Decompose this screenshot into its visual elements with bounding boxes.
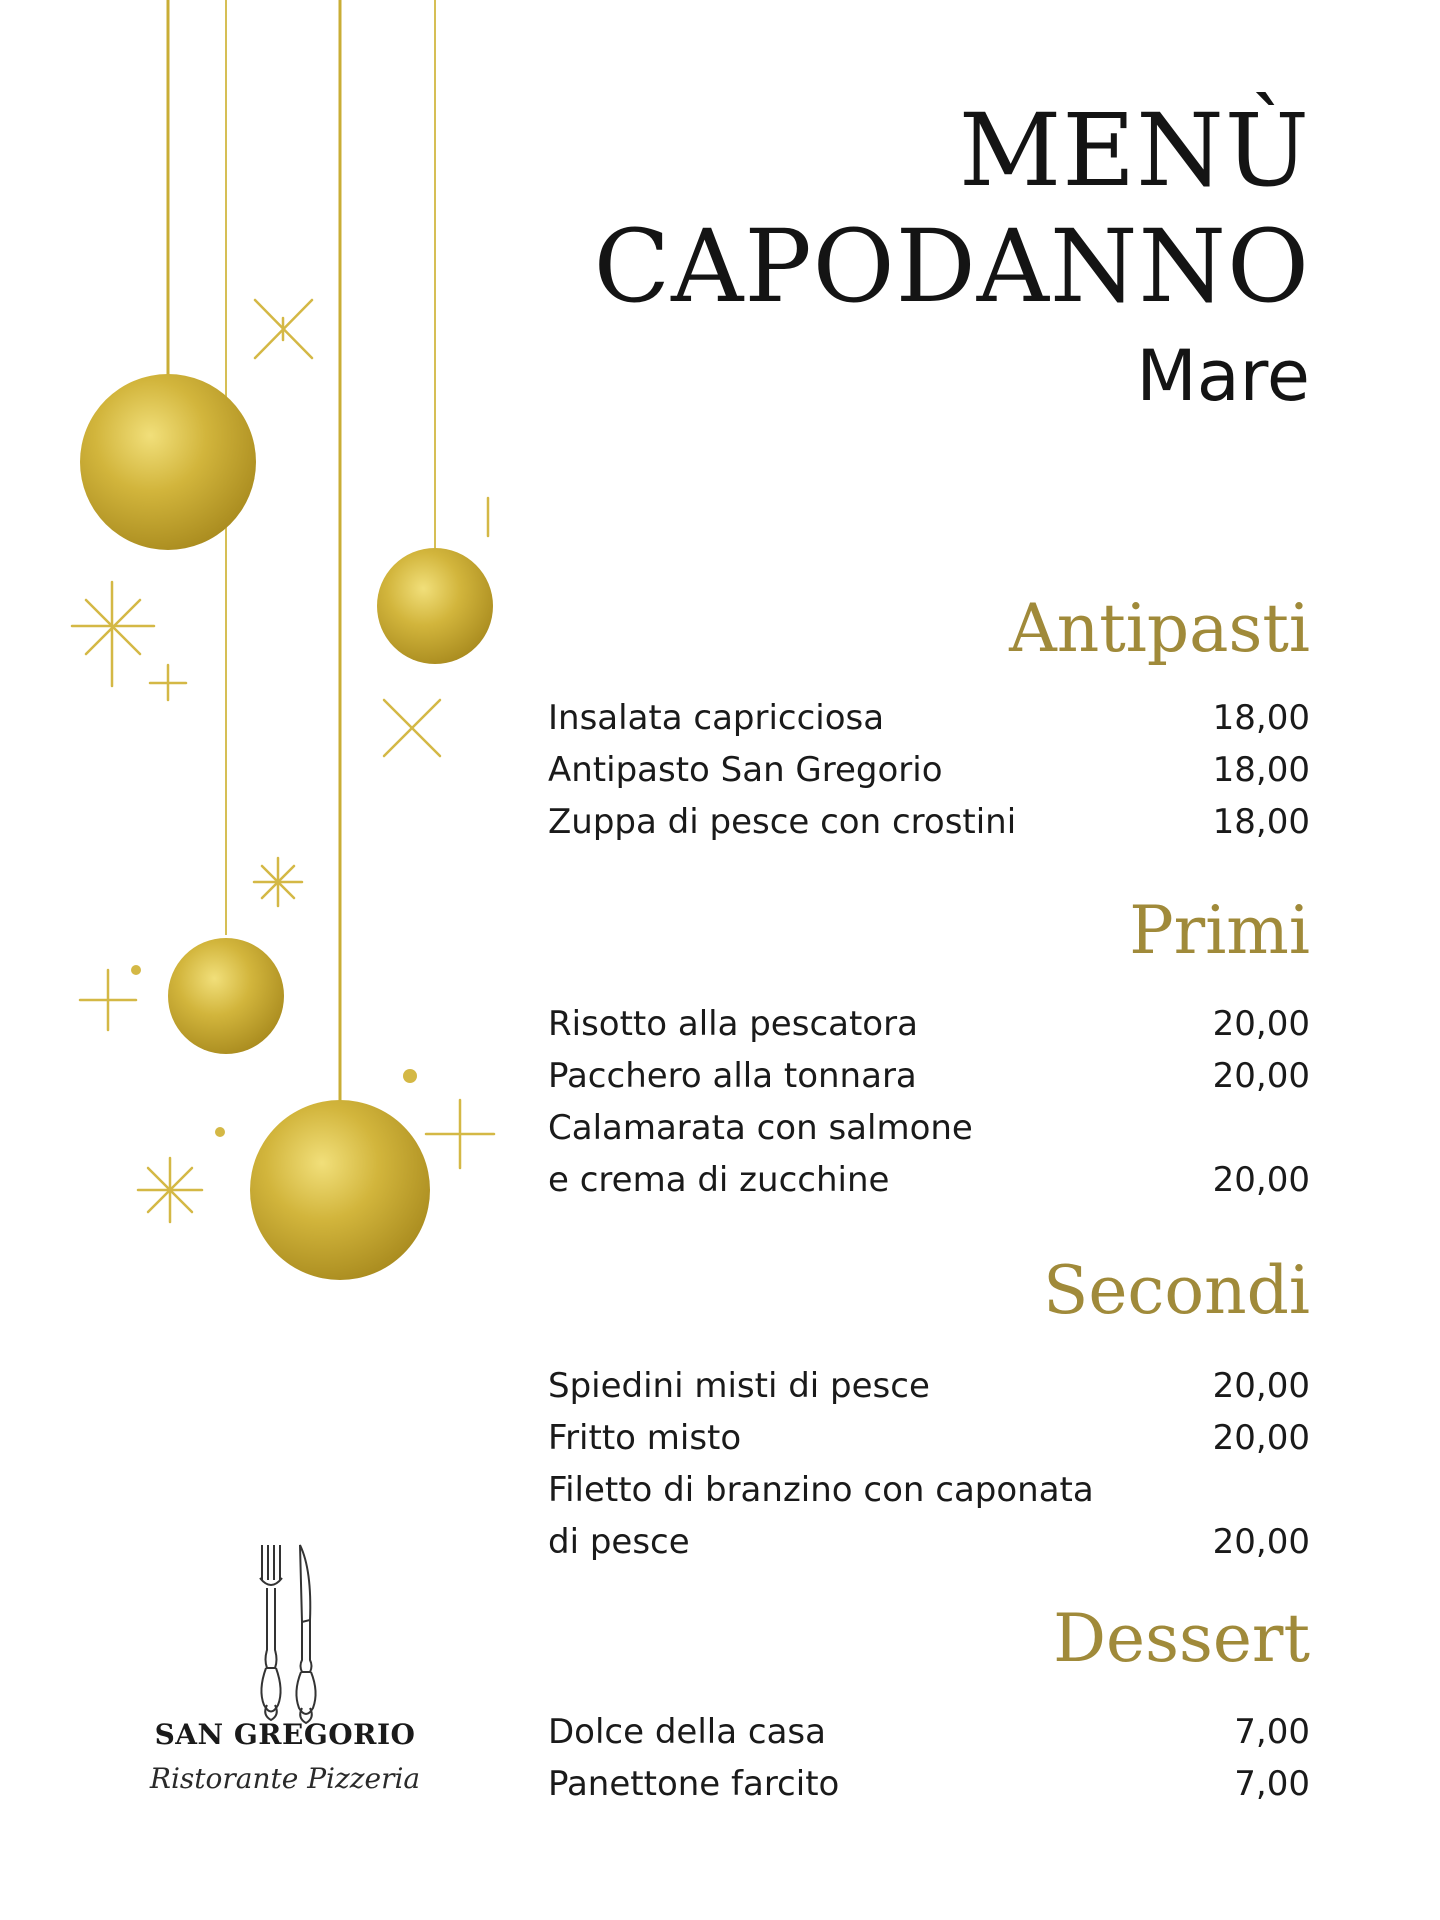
menu-item [548, 1050, 1310, 1102]
item-name-line-2: e crema di zucchine [548, 1160, 890, 1200]
ornament-ball-4 [250, 1100, 430, 1280]
ornament-ball-1 [80, 374, 256, 550]
menu-title-line-1: MENÙ [958, 92, 1310, 209]
item-price: 18,00 [1212, 802, 1310, 842]
sparkle-icon [426, 1100, 494, 1168]
item-name: Panettone farcito [548, 1764, 840, 1804]
item-name: Antipasto San Gregorio [548, 750, 943, 790]
menu-item [548, 1360, 1310, 1412]
item-name: Spiedini misti di pesce [548, 1366, 930, 1406]
menu-item [548, 744, 1310, 796]
menu-subtitle: Mare [1136, 335, 1310, 417]
menu-item [548, 1758, 1310, 1810]
item-price: 20,00 [1212, 1366, 1310, 1406]
sparkle-icon [254, 858, 302, 906]
menu-item [548, 692, 1310, 744]
menu-title-line-2: CAPODANNO [593, 208, 1310, 325]
item-name: Fritto misto [548, 1418, 742, 1458]
menu-item [548, 998, 1310, 1050]
ornament-ball-3 [168, 938, 284, 1054]
item-price: 7,00 [1234, 1712, 1310, 1752]
menu-item [548, 1102, 1310, 1206]
menu-item [548, 1706, 1310, 1758]
menu-item [548, 1412, 1310, 1464]
item-price: 7,00 [1234, 1764, 1310, 1804]
christmas-ornaments-decoration [0, 0, 520, 1300]
sparkle-icon [80, 970, 136, 1030]
item-name: Risotto alla pescatora [548, 1004, 918, 1044]
sparkle-icon [150, 665, 186, 700]
item-name: Filetto di branzino con caponata [548, 1470, 1094, 1510]
item-name: Dolce della casa [548, 1712, 826, 1752]
section-heading-primi: Primi [1129, 892, 1310, 969]
item-price: 20,00 [1212, 1056, 1310, 1096]
item-name: Pacchero alla tonnara [548, 1056, 917, 1096]
restaurant-tagline: Ristorante Pizzeria [149, 1762, 421, 1795]
sparkle-icon [384, 700, 440, 756]
item-price: 20,00 [1212, 1160, 1310, 1200]
sparkle-icon [255, 300, 312, 358]
section-heading-antipasti: Antipasti [1009, 590, 1310, 667]
item-price: 18,00 [1212, 698, 1310, 738]
item-price: 20,00 [1212, 1004, 1310, 1044]
item-name-line-2: di pesce [548, 1522, 690, 1562]
section-heading-secondi: Secondi [1043, 1252, 1310, 1329]
item-price: 20,00 [1212, 1522, 1310, 1562]
item-name: Insalata capricciosa [548, 698, 885, 738]
menu-item [548, 796, 1310, 848]
section-heading-dessert: Dessert [1053, 1600, 1310, 1677]
item-price: 20,00 [1212, 1418, 1310, 1458]
item-name: Zuppa di pesce con crostini [548, 802, 1017, 842]
sparkle-icon [72, 582, 154, 686]
ornament-ball-2 [377, 548, 493, 664]
item-price: 18,00 [1212, 750, 1310, 790]
menu-item [548, 1464, 1310, 1568]
sparkle-icon [138, 1158, 202, 1222]
restaurant-name: SAN GREGORIO [154, 1718, 416, 1751]
item-name: Calamarata con salmone [548, 1108, 973, 1148]
